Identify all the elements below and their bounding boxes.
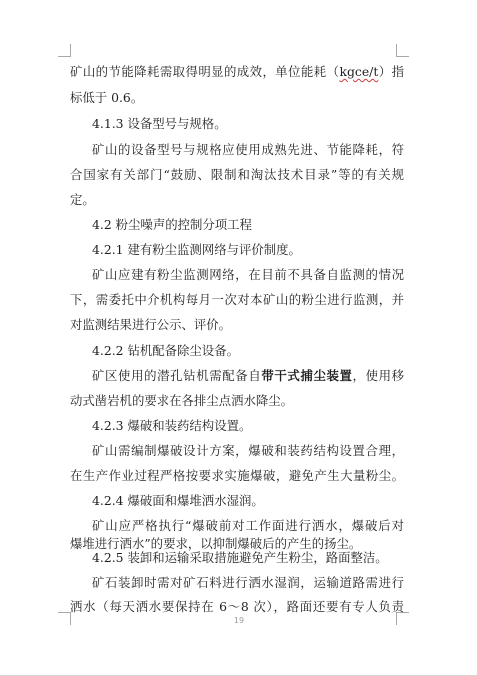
body-text-line: 动式凿岩机的要求在各排尘点洒水降尘。 [70, 393, 294, 408]
section-heading: 4.2.1 建有粉尘监测网络与评价制度。 [92, 242, 301, 257]
body-text-line [92, 366, 404, 386]
section-heading: 4.2.2 钻机配备除尘设备。 [92, 343, 239, 358]
text-run: ）指 [378, 64, 405, 79]
section-heading: 4.2.4 爆破面和爆堆洒水湿润。 [92, 493, 264, 508]
margin-corner-mark-top-right [396, 44, 409, 57]
body-text-line: 矿山应建有粉尘监测网络，在目前不具备自监测的情况 [92, 267, 404, 282]
bold-text-run: 带干式捕尘装置 [261, 368, 353, 383]
body-text-line: 对监测结果进行公示、评价。 [70, 317, 232, 332]
section-heading: 4.2.5 装卸和运输采取措施避免产生粉尘，路面整洁。 [92, 550, 388, 565]
section-heading: 4.2.3 爆破和装药结构设置。 [92, 418, 252, 433]
body-text-line: 矿山应严格执行“爆破前对工作面进行洒水，爆破后对 [92, 518, 404, 533]
text-run: 矿区使用的潜孔钻机需配备自 [92, 368, 262, 383]
spellcheck-flagged-text: kgce/t [339, 64, 379, 79]
section-heading: 4.2 粉尘噪声的控制分项工程 [92, 217, 252, 232]
margin-corner-mark-top-left [58, 44, 71, 57]
body-text-line: 矿石装卸时需对矿石料进行洒水湿润，运输道路需进行 [92, 575, 404, 590]
body-text-line: 在生产作业过程严格按要求实施爆破，避免产生大量粉尘。 [70, 468, 404, 483]
body-text-line: 下，需委托中介机构每月一次对本矿山的粉尘进行监测，并 [70, 292, 404, 307]
body-text-line [70, 62, 404, 82]
section-heading: 4.1.3 设备型号与规格。 [92, 116, 227, 131]
body-text-line: 爆堆进行洒水”的要求，以抑制爆破后的产生的扬尘。 [70, 536, 362, 551]
body-text-line: 洒水（每天洒水要保持在 6～8 次），路面还要有专人负责 [70, 599, 404, 614]
text-run: ，使用移 [352, 368, 405, 383]
body-text-line: 标低于 0.6。 [70, 90, 144, 105]
body-text-line: 矿山的设备型号与规格应使用成熟先进、节能降耗，符 [92, 142, 404, 157]
text-run: 矿山的节能降耗需取得明显的成效，单位能耗（ [70, 64, 340, 79]
body-text-line: 合国家有关部门“鼓励、限制和淘汰技术目录”等的有关规 [70, 167, 404, 182]
body-text-line: 矿山需编制爆破设计方案，爆破和装药结构设置合理， [92, 443, 404, 458]
page-number: 19 [233, 616, 245, 625]
body-text-line: 定。 [70, 192, 95, 207]
